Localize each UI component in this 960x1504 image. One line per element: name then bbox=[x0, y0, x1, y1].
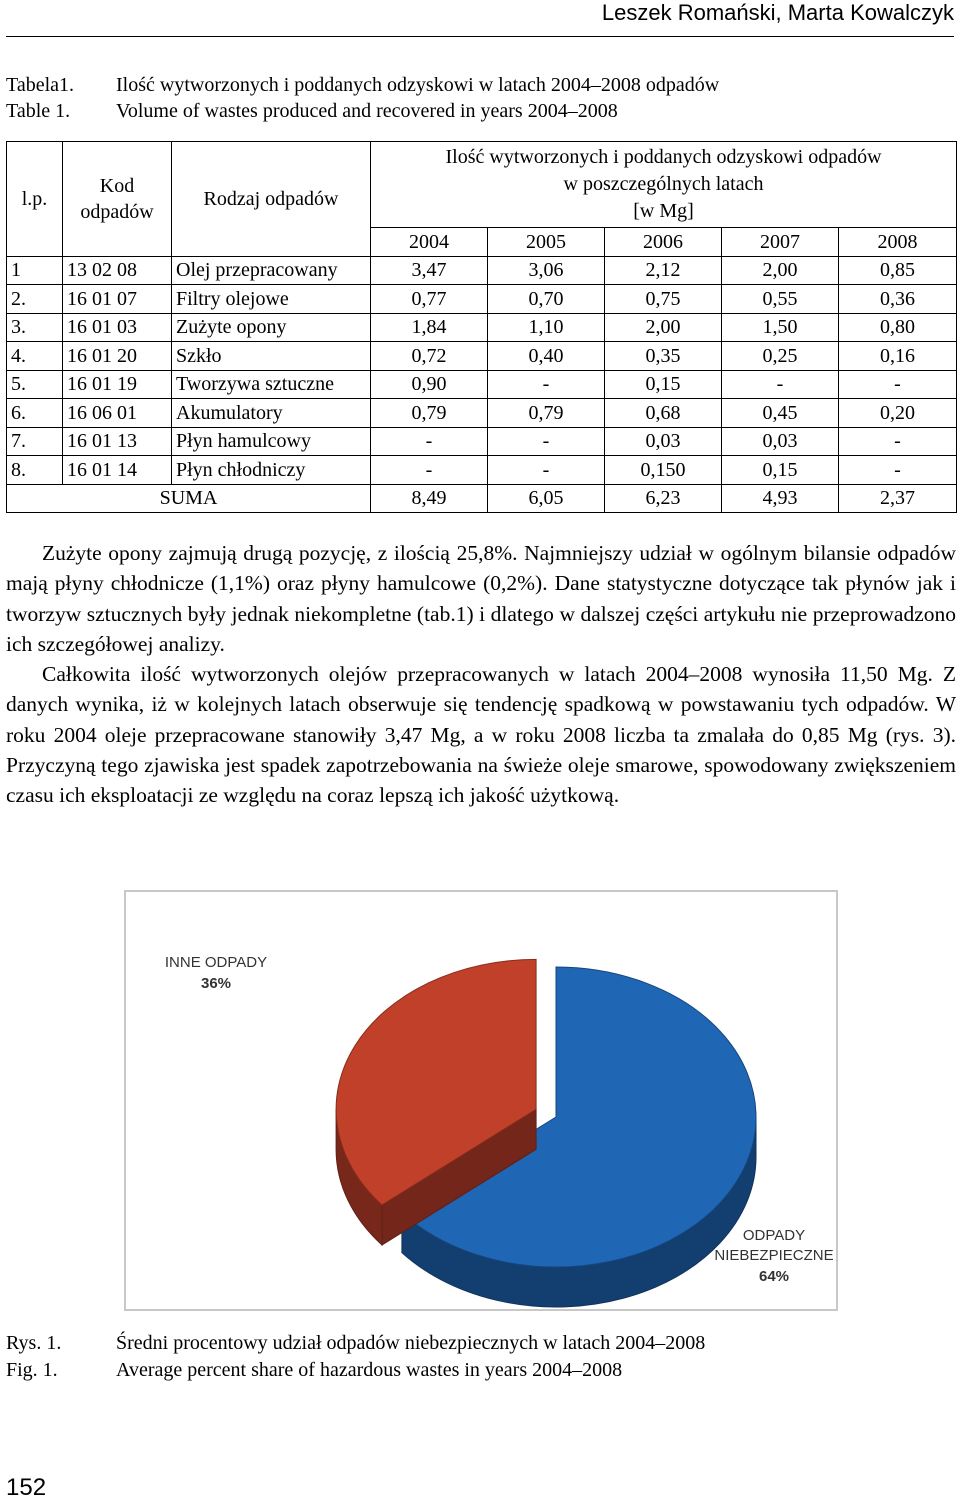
cell-code: 16 01 07 bbox=[63, 285, 172, 314]
cell-lp: 6. bbox=[7, 399, 63, 428]
cell-value: 0,80 bbox=[839, 313, 957, 342]
cell-code: 16 01 14 bbox=[63, 456, 172, 485]
cell-value: - bbox=[488, 456, 605, 485]
cell-value: 0,40 bbox=[488, 342, 605, 371]
table-caption-en-text: Volume of wastes produced and recovered in years 2004–2008 bbox=[116, 100, 618, 122]
header-type: Rodzaj odpadów bbox=[172, 142, 371, 257]
table-row bbox=[7, 342, 957, 371]
cell-value: - bbox=[371, 427, 488, 456]
cell-lp: 8. bbox=[7, 456, 63, 485]
pie-label-hazardous-2: NIEBEZPIECZNE bbox=[714, 1247, 834, 1264]
header-year: 2004 bbox=[371, 228, 488, 257]
cell-type: Szkło bbox=[172, 342, 371, 371]
table-header-row bbox=[7, 142, 957, 228]
cell-value: - bbox=[839, 456, 957, 485]
cell-value: - bbox=[371, 456, 488, 485]
cell-value: 3,47 bbox=[371, 256, 488, 285]
cell-code: 16 01 20 bbox=[63, 342, 172, 371]
table-row bbox=[7, 370, 957, 399]
cell-value: 0,03 bbox=[605, 427, 722, 456]
cell-value: 3,06 bbox=[488, 256, 605, 285]
table-row bbox=[7, 427, 957, 456]
header-group-line3: [w Mg] bbox=[633, 200, 694, 222]
cell-value: 0,68 bbox=[605, 399, 722, 428]
body-text bbox=[6, 538, 956, 811]
header-code-line1: Kod bbox=[99, 174, 135, 197]
pie-chart-frame bbox=[124, 890, 838, 1311]
sum-value: 4,93 bbox=[722, 484, 839, 513]
figure-caption-en-text: Average percent share of hazardous wastes in years 2004–2008 bbox=[116, 1359, 623, 1381]
table-caption-pl-label: Tabela1. bbox=[6, 74, 75, 96]
sum-label: SUMA bbox=[7, 484, 371, 513]
cell-code: 16 01 03 bbox=[63, 313, 172, 342]
cell-value: 0,25 bbox=[722, 342, 839, 371]
cell-value: 0,03 bbox=[722, 427, 839, 456]
pie-percent-hazardous: 64% bbox=[758, 1268, 790, 1285]
table-body bbox=[7, 256, 957, 513]
cell-lp: 2. bbox=[7, 285, 63, 314]
cell-type: Akumulatory bbox=[172, 399, 371, 428]
cell-value: 2,00 bbox=[722, 256, 839, 285]
table-row bbox=[7, 456, 957, 485]
cell-value: - bbox=[839, 427, 957, 456]
sum-value: 2,37 bbox=[839, 484, 957, 513]
header-group-line2: w poszczególnych latach bbox=[563, 173, 764, 195]
cell-value: 0,15 bbox=[605, 370, 722, 399]
cell-lp: 7. bbox=[7, 427, 63, 456]
cell-type: Płyn chłodniczy bbox=[172, 456, 371, 485]
cell-lp: 5. bbox=[7, 370, 63, 399]
table-sum-row bbox=[7, 484, 957, 513]
cell-value: 0,75 bbox=[605, 285, 722, 314]
figure-caption-pl-label: Rys. 1. bbox=[6, 1332, 62, 1354]
cell-type: Tworzywa sztuczne bbox=[172, 370, 371, 399]
cell-type: Olej przepracowany bbox=[172, 256, 371, 285]
cell-lp: 4. bbox=[7, 342, 63, 371]
cell-type: Płyn hamulcowy bbox=[172, 427, 371, 456]
figure-caption-en-label: Fig. 1. bbox=[6, 1359, 58, 1381]
body-paragraph-2: Całkowita ilość wytworzonych olejów przepracowanych w latach 2004–2008 wynosiła 11,50 Mg. Z danych wynika, iż w kolejnych latach obserwuje się tendencję spadkową w powstawaniu tych odpadów. W roku 2004 oleje przepracowane stanowiły 3,47 Mg, a w roku 2008 liczba ta zmalała do 0,85 Mg (rys. 3). Przyczyną tego zjawiska jest spadek zapotrzebowania na świeże oleje smarowe, spowodowany zwiększeniem czasu ich eksploatacji ze względu na coraz lepszą ich jakość użytkową. bbox=[6, 662, 956, 808]
header-code-line2: odpadów bbox=[80, 200, 154, 223]
table-row bbox=[7, 399, 957, 428]
table-row bbox=[7, 285, 957, 314]
body-paragraph-1: Zużyte opony zajmują drugą pozycję, z ilością 25,8%. Najmniejszy udział w ogólnym bilansie odpadów mają płyny chłodnicze (1,1%) oraz płyny hamulcowe (0,2%). Dane statystyczne dotyczące tak płynów jak i tworzyw sztucznych były jednak niekompletne (tab.1) i dlatego w dalszej części artykułu nie przeprowadzono ich szczegółowej analizy. bbox=[6, 541, 956, 656]
cell-type: Filtry olejowe bbox=[172, 285, 371, 314]
table-caption-pl-text: Ilość wytworzonych i poddanych odzyskowi w latach 2004–2008 odpadów bbox=[116, 74, 720, 96]
cell-value: 0,20 bbox=[839, 399, 957, 428]
pie-label-other: INNE ODPADY bbox=[164, 954, 268, 971]
running-head: Leszek Romański, Marta Kowalczyk bbox=[601, 0, 954, 25]
cell-lp: 3. bbox=[7, 313, 63, 342]
cell-code: 16 01 13 bbox=[63, 427, 172, 456]
cell-value: 0,72 bbox=[371, 342, 488, 371]
cell-value: 0,79 bbox=[488, 399, 605, 428]
cell-code: 16 01 19 bbox=[63, 370, 172, 399]
sum-value: 6,05 bbox=[488, 484, 605, 513]
cell-value: 0,36 bbox=[839, 285, 957, 314]
cell-value: 1,84 bbox=[371, 313, 488, 342]
cell-type: Zużyte opony bbox=[172, 313, 371, 342]
cell-value: 0,45 bbox=[722, 399, 839, 428]
pie-label-hazardous: ODPADY bbox=[742, 1227, 806, 1244]
cell-value: 0,79 bbox=[371, 399, 488, 428]
cell-value: 0,150 bbox=[605, 456, 722, 485]
cell-value: - bbox=[488, 427, 605, 456]
figure-caption-pl-text: Średni procentowy udział odpadów niebezpiecznych w latach 2004–2008 bbox=[116, 1332, 706, 1354]
cell-value: - bbox=[488, 370, 605, 399]
sum-value: 6,23 bbox=[605, 484, 722, 513]
cell-code: 13 02 08 bbox=[63, 256, 172, 285]
table-row bbox=[7, 313, 957, 342]
cell-value: - bbox=[839, 370, 957, 399]
cell-value: 0,85 bbox=[839, 256, 957, 285]
header-year: 2006 bbox=[605, 228, 722, 257]
header-year: 2008 bbox=[839, 228, 957, 257]
header-code bbox=[63, 142, 172, 257]
cell-value: 0,16 bbox=[839, 342, 957, 371]
cell-value: 2,00 bbox=[605, 313, 722, 342]
cell-value: 0,35 bbox=[605, 342, 722, 371]
cell-value: 0,55 bbox=[722, 285, 839, 314]
cell-lp: 1 bbox=[7, 256, 63, 285]
waste-table bbox=[6, 141, 957, 513]
header-rule bbox=[6, 36, 954, 37]
cell-value: 0,15 bbox=[722, 456, 839, 485]
pie-chart bbox=[126, 892, 836, 1309]
sum-value: 8,49 bbox=[371, 484, 488, 513]
cell-value: 2,12 bbox=[605, 256, 722, 285]
table-caption-en-label: Table 1. bbox=[6, 100, 71, 122]
header-group bbox=[371, 142, 957, 228]
header-year: 2007 bbox=[722, 228, 839, 257]
cell-value: 0,90 bbox=[371, 370, 488, 399]
cell-value: - bbox=[722, 370, 839, 399]
header-year: 2005 bbox=[488, 228, 605, 257]
cell-code: 16 06 01 bbox=[63, 399, 172, 428]
cell-value: 1,50 bbox=[722, 313, 839, 342]
table-row bbox=[7, 256, 957, 285]
cell-value: 1,10 bbox=[488, 313, 605, 342]
cell-value: 0,70 bbox=[488, 285, 605, 314]
header-group-line1: Ilość wytworzonych i poddanych odzyskowi odpadów bbox=[445, 146, 882, 168]
cell-value: 0,77 bbox=[371, 285, 488, 314]
header-lp: l.p. bbox=[7, 142, 63, 257]
page-number: 152 bbox=[6, 1474, 47, 1501]
pie-percent-other: 36% bbox=[200, 975, 232, 992]
